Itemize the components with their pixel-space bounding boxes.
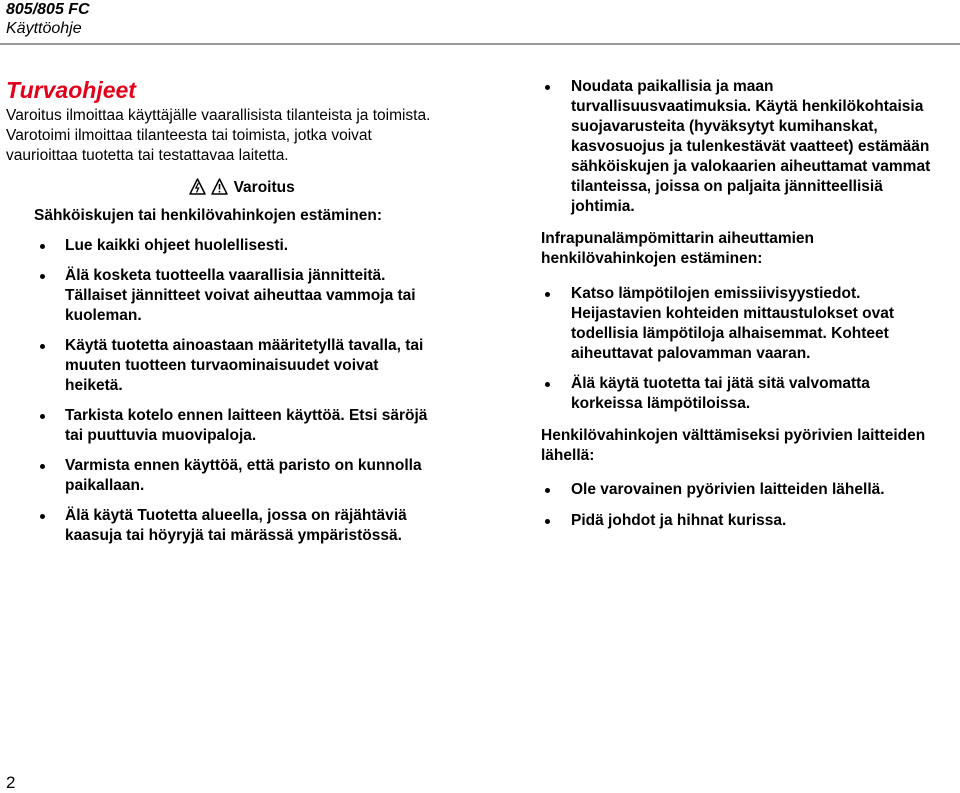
header-subtitle: Käyttöohje	[6, 20, 82, 37]
list-item	[541, 374, 941, 414]
list-item-text: Lue kaikki ohjeet huolellisesti.	[65, 237, 289, 254]
warning-label: Varoitus	[233, 179, 295, 196]
bullet-icon	[545, 292, 550, 297]
bullet-icon	[40, 274, 45, 279]
bullet-icon	[40, 244, 45, 249]
right-column	[541, 77, 941, 531]
bullet-icon	[545, 488, 550, 493]
intro-paragraph: Varoitus ilmoittaa käyttäjälle vaarallisista tilanteista ja toimista. Varotoimi ilmoittaa tilanteesta tai toimista, jotka voivat vaurioittaa tuotetta tai testattavaa laitetta.	[6, 107, 431, 164]
list-item-text: Pidä johdot ja hihnat kurissa.	[571, 512, 787, 529]
left-bullet-list	[36, 236, 438, 546]
left-column	[6, 77, 438, 546]
page-number: 2	[6, 773, 16, 792]
list-item-text: Älä käytä Tuotetta alueella, jossa on räjähtäviä kaasuja tai höyryjä tai märässä ympäristössä.	[65, 507, 407, 544]
warning-subheading: Sähköiskujen tai henkilövahinkojen estäminen:	[34, 207, 382, 224]
list-item-text: Noudata paikallisia ja maan turvallisuusvaatimuksia. Käytä henkilökohtaisia suojavarusteita (hyväksytyt kumihanskat, kasvosuojus ja tulenkestävät vaatteet) estämään sähköiskujen ja valokaarien aiheuttamat vammat tilanteissa, joissa on paljaita jännitteellisiä johtimia.	[571, 78, 931, 215]
list-item-text: Katso lämpötilojen emissiivisyystiedot. Heijastavien kohteiden mittaustulokset ovat todellisia lämpötiloja alhaisemmat. Kohteet aiheuttavat palovamman vaaran.	[571, 285, 895, 362]
right-bullet-list-mid	[541, 284, 941, 414]
bullet-icon	[40, 464, 45, 469]
list-item	[36, 456, 438, 496]
caution-triangle-icon	[211, 178, 228, 195]
list-item	[541, 284, 941, 364]
infrared-subheading: Infrapunalämpömittarin aiheuttamien henkilövahinkojen estäminen:	[541, 230, 815, 267]
list-item-text: Varmista ennen käyttöä, että paristo on kunnolla paikallaan.	[65, 457, 422, 494]
rotating-equipment-subheading: Henkilövahinkojen välttämiseksi pyörivien laitteiden lähellä:	[541, 427, 926, 464]
warning-heading	[46, 178, 438, 198]
list-item	[36, 506, 438, 546]
bullet-icon	[40, 414, 45, 419]
right-bullet-list-top	[541, 77, 941, 217]
list-item-text: Älä kosketa tuotteella vaarallisia jännitteitä. Tällaiset jännitteet voivat aiheuttaa vammoja tai kuoleman.	[65, 267, 416, 324]
list-item	[36, 336, 438, 396]
bullet-icon	[40, 344, 45, 349]
header-divider	[0, 43, 960, 45]
right-bullet-list-bottom	[541, 480, 941, 531]
list-item	[541, 511, 941, 531]
bullet-icon	[545, 382, 550, 387]
list-item-text: Älä käytä tuotetta tai jätä sitä valvomatta korkeissa lämpötiloissa.	[571, 375, 870, 412]
list-item	[541, 480, 941, 500]
bullet-icon	[545, 85, 550, 90]
list-item	[36, 406, 438, 446]
list-item	[36, 266, 438, 326]
list-item-text: Ole varovainen pyörivien laitteiden lähellä.	[571, 481, 885, 498]
section-title: Turvaohjeet	[6, 77, 136, 103]
bullet-icon	[545, 519, 550, 524]
header-model: 805/805 FC	[6, 1, 90, 18]
list-item-text: Tarkista kotelo ennen laitteen käyttöä. Etsi säröjä tai puuttuvia muovipaloja.	[65, 407, 428, 444]
high-voltage-warning-icon	[189, 178, 206, 195]
list-item-text: Käytä tuotetta ainoastaan määritetyllä tavalla, tai muuten tuotteen turvaominaisuudet voivat heiketä.	[65, 337, 424, 394]
page-header	[6, 0, 90, 38]
list-item	[541, 77, 941, 217]
list-item	[36, 236, 438, 256]
bullet-icon	[40, 514, 45, 519]
